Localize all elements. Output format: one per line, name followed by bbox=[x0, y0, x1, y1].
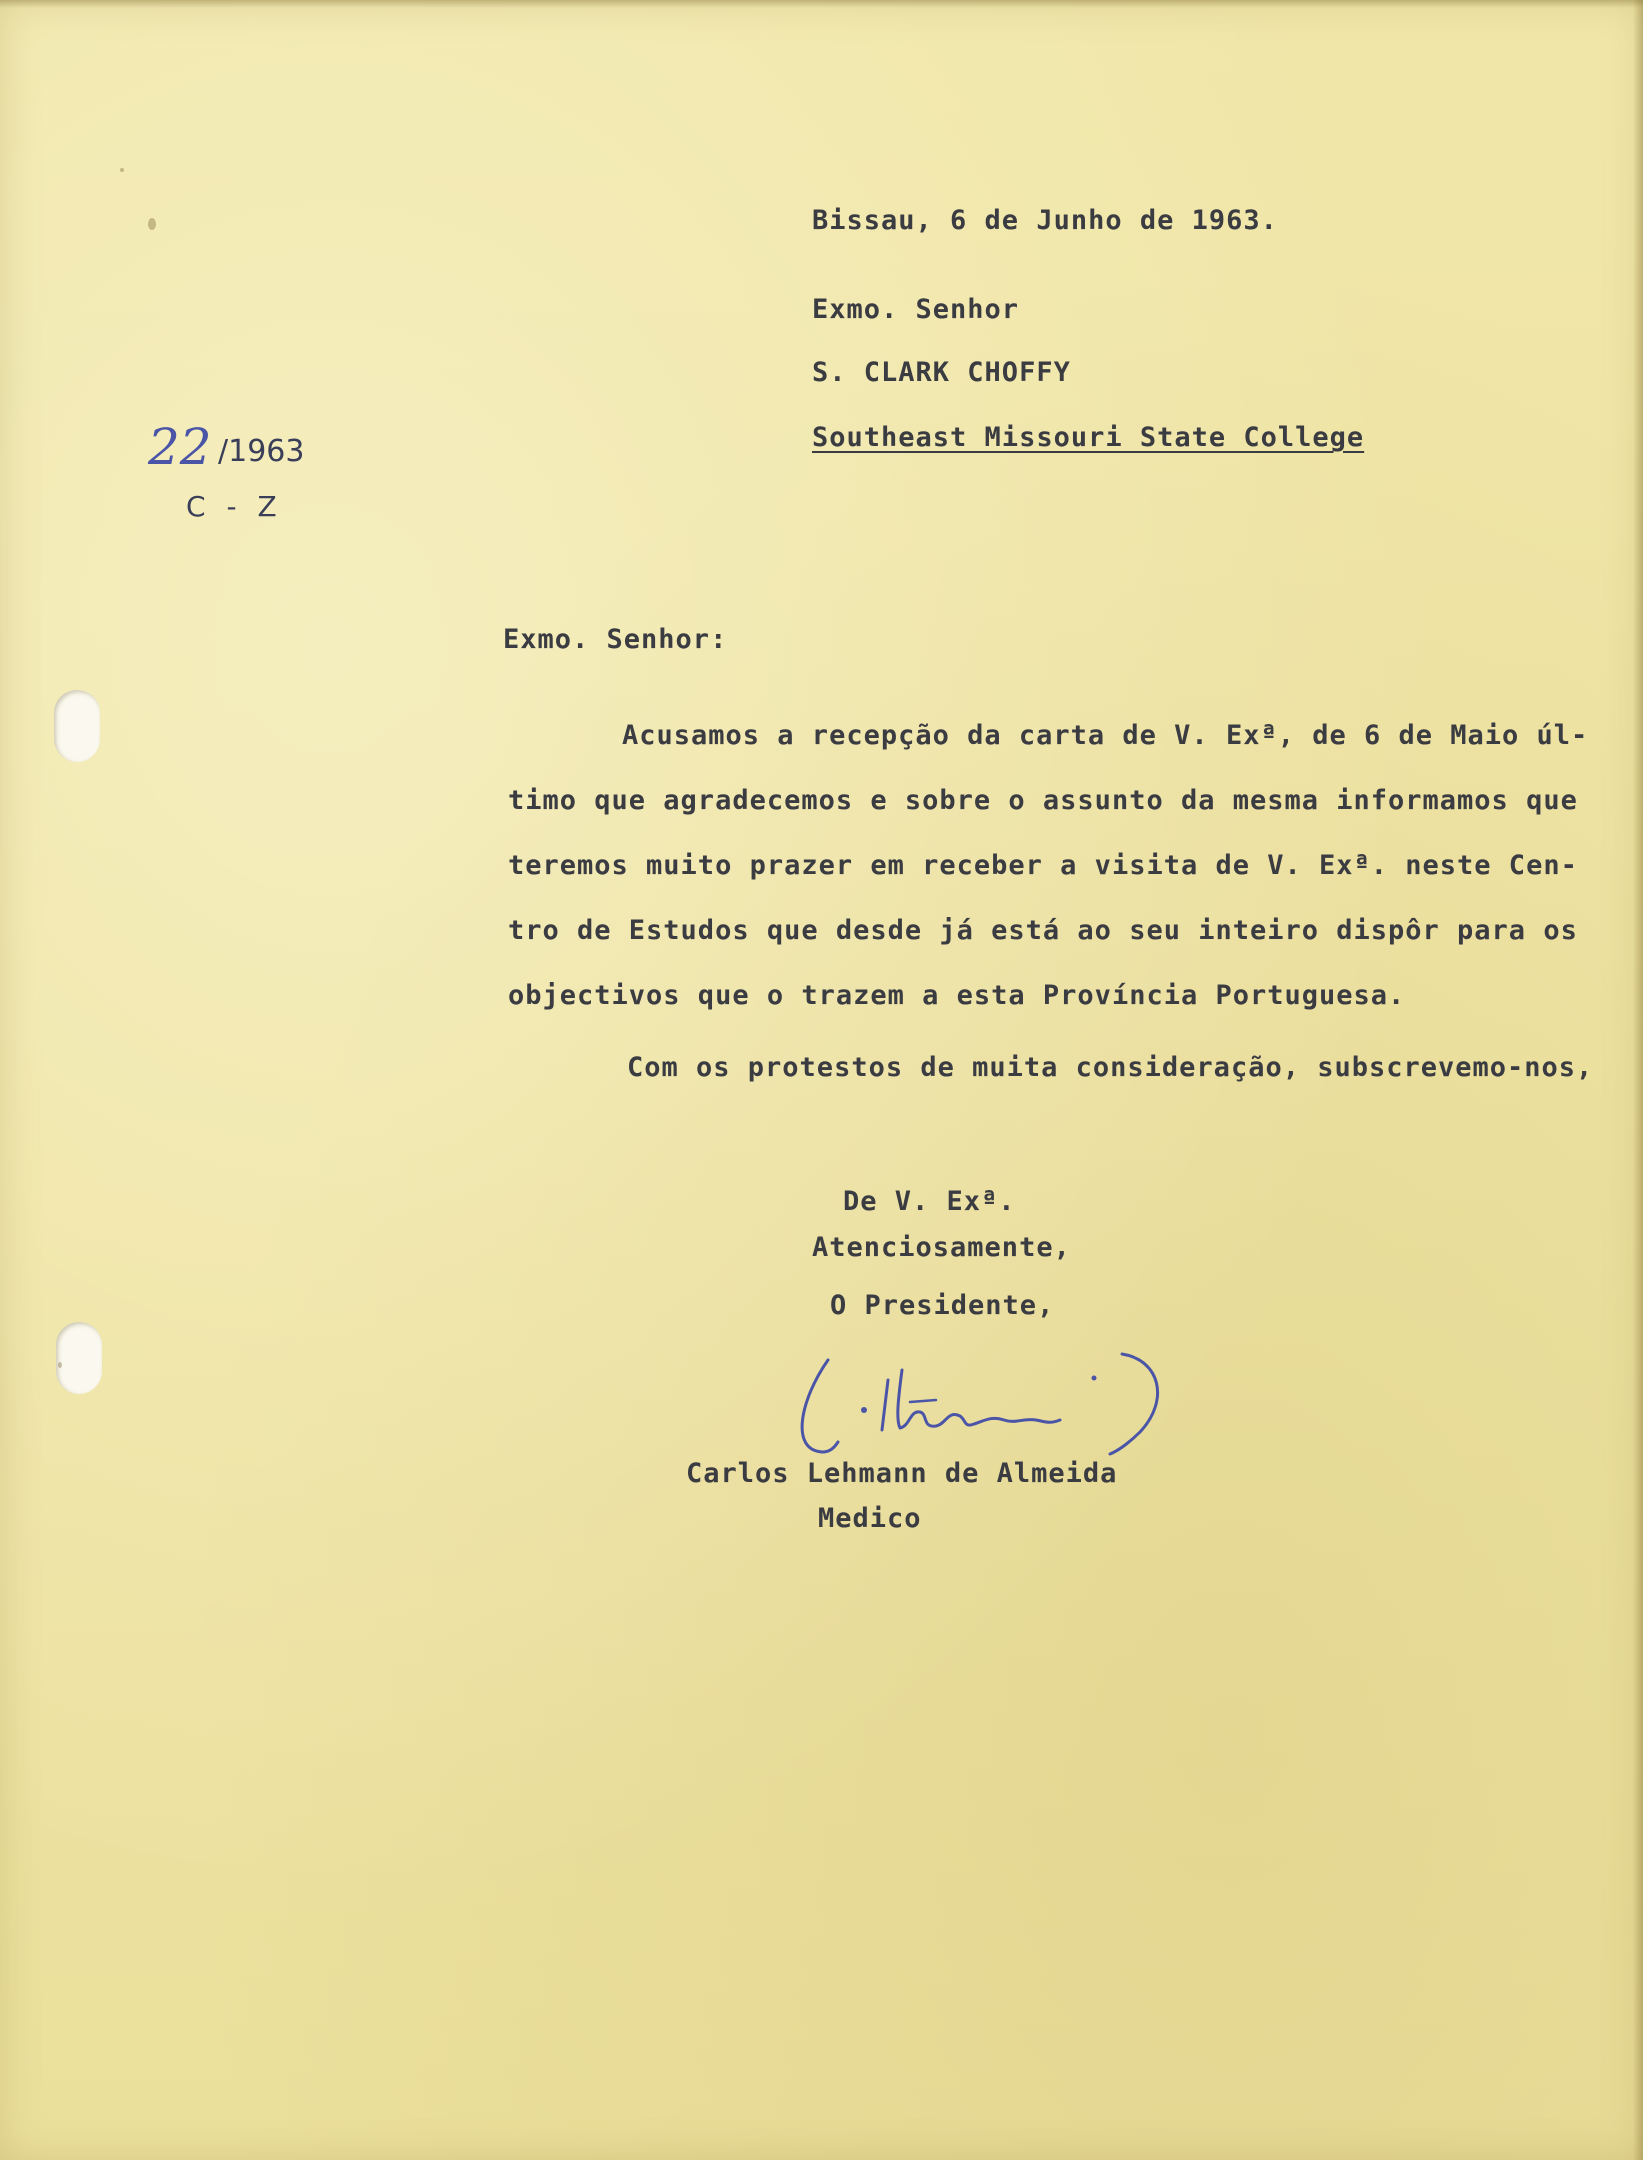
paper-top-edge bbox=[0, 0, 1643, 8]
salutation: Exmo. Senhor: bbox=[503, 624, 728, 655]
paper-speck bbox=[120, 168, 124, 172]
punch-hole-top bbox=[54, 690, 100, 762]
recipient-name: S. CLARK CHOFFY bbox=[812, 357, 1071, 388]
paper-speck bbox=[148, 218, 156, 230]
body-line-1: Acusamos a recepção da carta de V. Exª, de 6 de Maio úl- bbox=[622, 720, 1589, 751]
body-line-3: teremos muito prazer em receber a visita de V. Exª. neste Cen- bbox=[508, 850, 1578, 881]
reference-year: /1963 bbox=[218, 434, 305, 469]
punch-hole-bottom bbox=[56, 1322, 102, 1394]
closing-line-2: Atenciosamente, bbox=[812, 1232, 1071, 1263]
body-line-5: objectivos que o trazem a esta Província Portuguesa. bbox=[508, 980, 1406, 1011]
date-line: Bissau, 6 de Junho de 1963. bbox=[812, 205, 1278, 236]
recipient-title: Exmo. Senhor bbox=[812, 294, 1020, 325]
reference-number: 22 bbox=[148, 418, 212, 476]
body-line-6: Com os protestos de muita consideração, subscrevemo-nos, bbox=[627, 1052, 1594, 1083]
closing-line-3: O Presidente, bbox=[830, 1290, 1055, 1321]
body-line-2: timo que agradecemos e sobre o assunto da mesma informamos que bbox=[508, 785, 1578, 816]
body-line-4: tro de Estudos que desde já está ao seu inteiro dispôr para os bbox=[508, 915, 1578, 946]
signer-name: Carlos Lehmann de Almeida bbox=[686, 1458, 1118, 1489]
recipient-institution: Southeast Missouri State College bbox=[812, 422, 1365, 453]
paper-right-edge bbox=[1633, 0, 1643, 2160]
paper-speck bbox=[58, 1362, 62, 1368]
reference-code: C - Z bbox=[186, 490, 283, 523]
signer-title: Medico bbox=[818, 1503, 922, 1534]
closing-line-1: De V. Exª. bbox=[843, 1186, 1016, 1217]
